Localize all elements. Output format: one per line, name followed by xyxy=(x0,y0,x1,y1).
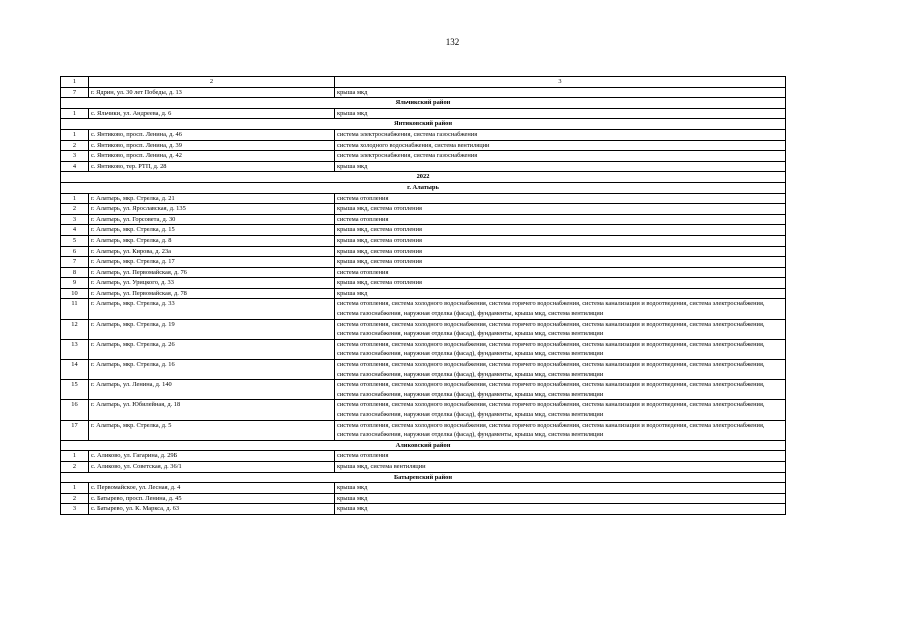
row-work-types: крыша мкд, система вентиляции xyxy=(335,461,786,472)
row-number: 16 xyxy=(61,400,89,420)
row-work-types: крыша мкд, система отопления xyxy=(335,204,786,215)
page-number: 132 xyxy=(445,37,460,47)
row-work-types: система отопления, система холодного водоснабжения, система горячего водоснабжения, система канализации и водоотведения, система электроснабжения, система газоснабжения, наружная отделка (фасад), фундаменты, крыша мкд, система вентиляции xyxy=(335,360,786,380)
table-row xyxy=(61,267,786,278)
row-address: г. Алатырь, ул. Первомайская, д. 76 xyxy=(89,267,335,278)
row-work-types: система отопления, система холодного водоснабжения, система горячего водоснабжения, система канализации и водоотведения, система электроснабжения, система газоснабжения, наружная отделка (фасад), фундаменты, крыша мкд, система вентиляции xyxy=(335,339,786,359)
table-row xyxy=(61,483,786,494)
row-address: г. Алатырь, ул. Горсовета, д. 30 xyxy=(89,214,335,225)
row-address: г. Алатырь, ул. Ярославская, д. 135 xyxy=(89,204,335,215)
row-number: 9 xyxy=(61,278,89,289)
row-address: с. Батырево, просп. Ленина, д. 45 xyxy=(89,493,335,504)
capital-repair-table xyxy=(60,76,786,515)
table-row xyxy=(61,278,786,289)
table-row xyxy=(61,129,786,140)
row-address: с. Яльчики, ул. Андреева, д. 6 xyxy=(89,108,335,119)
row-number: 7 xyxy=(61,87,89,98)
row-address: г. Алатырь, ул. Первомайская, д. 78 xyxy=(89,288,335,299)
row-work-types: крыша мкд xyxy=(335,108,786,119)
section-heading: Батыревский район xyxy=(61,472,786,483)
column-number-1: 1 xyxy=(61,77,89,88)
row-number: 6 xyxy=(61,246,89,257)
table-header-row xyxy=(61,77,786,88)
row-work-types: крыша мкд xyxy=(335,87,786,98)
row-address: г. Алатырь, ул. Ленина, д. 140 xyxy=(89,380,335,400)
table-row xyxy=(61,400,786,420)
row-work-types: система отопления xyxy=(335,214,786,225)
row-number: 8 xyxy=(61,267,89,278)
table-row xyxy=(61,193,786,204)
table-row xyxy=(61,225,786,236)
table-row xyxy=(61,108,786,119)
row-work-types: система отопления, система холодного водоснабжения, система горячего водоснабжения, система канализации и водоотведения, система электроснабжения, система газоснабжения, наружная отделка (фасад), фундаменты, крыша мкд, система вентиляции xyxy=(335,420,786,440)
row-work-types: система отопления xyxy=(335,451,786,462)
table-row xyxy=(61,339,786,359)
table-row xyxy=(61,319,786,339)
row-number: 1 xyxy=(61,483,89,494)
row-work-types: крыша мкд, система отопления xyxy=(335,235,786,246)
table-row xyxy=(61,493,786,504)
table-row xyxy=(61,235,786,246)
row-address: г. Алатырь, ул. Юбилейная, д. 18 xyxy=(89,400,335,420)
row-number: 14 xyxy=(61,360,89,380)
row-address: г. Алатырь, мкр. Стрелка, д. 16 xyxy=(89,360,335,380)
row-number: 2 xyxy=(61,461,89,472)
table-row xyxy=(61,288,786,299)
row-work-types: система электроснабжения, система газоснабжения xyxy=(335,151,786,162)
row-work-types: крыша мкд xyxy=(335,288,786,299)
row-number: 3 xyxy=(61,214,89,225)
table-row xyxy=(61,246,786,257)
row-address: с. Батырево, ул. К. Маркса, д. 63 xyxy=(89,504,335,515)
row-number: 4 xyxy=(61,161,89,172)
row-address: с. Янтиково, просп. Ленина, д. 39 xyxy=(89,140,335,151)
row-address: г. Алатырь, мкр. Стрелка, д. 8 xyxy=(89,235,335,246)
table-row xyxy=(61,140,786,151)
row-address: г. Алатырь, ул. Урицкого, д. 33 xyxy=(89,278,335,289)
row-address: г. Алатырь, мкр. Стрелка, д. 21 xyxy=(89,193,335,204)
row-address: с. Янтиково, тер. РТП, д. 28 xyxy=(89,161,335,172)
table-row xyxy=(61,151,786,162)
table-row xyxy=(61,380,786,400)
table-row xyxy=(61,299,786,319)
row-number: 2 xyxy=(61,493,89,504)
year-heading: 2022 xyxy=(61,172,786,183)
row-number: 7 xyxy=(61,257,89,268)
row-number: 1 xyxy=(61,193,89,204)
row-number: 3 xyxy=(61,504,89,515)
row-number: 2 xyxy=(61,140,89,151)
row-work-types: крыша мкд, система отопления xyxy=(335,278,786,289)
table-row xyxy=(61,214,786,225)
row-number: 17 xyxy=(61,420,89,440)
row-address: г. Алатырь, мкр. Стрелка, д. 17 xyxy=(89,257,335,268)
row-number: 1 xyxy=(61,108,89,119)
row-work-types: система отопления, система холодного водоснабжения, система горячего водоснабжения, система канализации и водоотведения, система электроснабжения, система газоснабжения, наружная отделка (фасад), фундаменты, крыша мкд, система вентиляции xyxy=(335,380,786,400)
table-row xyxy=(61,360,786,380)
row-work-types: крыша мкд xyxy=(335,493,786,504)
row-address: г. Алатырь, мкр. Стрелка, д. 19 xyxy=(89,319,335,339)
row-address: с. Аликово, ул. Советская, д. 36/1 xyxy=(89,461,335,472)
row-address: г. Алатырь, мкр. Стрелка, д. 15 xyxy=(89,225,335,236)
table-row xyxy=(61,451,786,462)
row-work-types: система отопления, система холодного водоснабжения, система горячего водоснабжения, система канализации и водоотведения, система электроснабжения, система газоснабжения, наружная отделка (фасад), фундаменты, крыша мкд, система вентиляции xyxy=(335,400,786,420)
section-heading: Янтиковский район xyxy=(61,119,786,130)
section-heading: Аликовский район xyxy=(61,440,786,451)
table-row xyxy=(61,504,786,515)
row-work-types: крыша мкд xyxy=(335,483,786,494)
row-address: с. Аликово, ул. Гагарина, д. 29Б xyxy=(89,451,335,462)
section-heading-row xyxy=(61,119,786,130)
section-heading-row xyxy=(61,182,786,193)
row-number: 5 xyxy=(61,235,89,246)
row-work-types: система отопления xyxy=(335,193,786,204)
section-heading-row xyxy=(61,98,786,109)
row-number: 15 xyxy=(61,380,89,400)
section-heading-row xyxy=(61,472,786,483)
row-work-types: система холодного водоснабжения, система вентиляции xyxy=(335,140,786,151)
row-number: 3 xyxy=(61,151,89,162)
row-work-types: крыша мкд, система отопления xyxy=(335,257,786,268)
row-work-types: крыша мкд, система отопления xyxy=(335,246,786,257)
row-address: с. Первомайское, ул. Лесная, д. 4 xyxy=(89,483,335,494)
row-work-types: крыша мкд xyxy=(335,161,786,172)
row-number: 1 xyxy=(61,129,89,140)
table-row xyxy=(61,257,786,268)
row-address: с. Янтиково, просп. Ленина, д. 46 xyxy=(89,129,335,140)
column-number-2: 2 xyxy=(89,77,335,88)
row-number: 1 xyxy=(61,451,89,462)
row-number: 4 xyxy=(61,225,89,236)
row-number: 10 xyxy=(61,288,89,299)
row-address: с. Янтиково, просп. Ленина, д. 42 xyxy=(89,151,335,162)
column-number-3: 3 xyxy=(335,77,786,88)
row-work-types: крыша мкд, система отопления xyxy=(335,225,786,236)
row-address: г. Алатырь, мкр. Стрелка, д. 5 xyxy=(89,420,335,440)
section-heading: Яльчикский район xyxy=(61,98,786,109)
table-row xyxy=(61,420,786,440)
row-number: 12 xyxy=(61,319,89,339)
table-body xyxy=(61,77,786,515)
year-heading-row xyxy=(61,172,786,183)
section-heading: г. Алатырь xyxy=(61,182,786,193)
table-row xyxy=(61,161,786,172)
row-work-types: крыша мкд xyxy=(335,504,786,515)
row-work-types: система электроснабжения, система газоснабжения xyxy=(335,129,786,140)
table-row xyxy=(61,461,786,472)
row-work-types: система отопления, система холодного водоснабжения, система горячего водоснабжения, система канализации и водоотведения, система электроснабжения, система газоснабжения, наружная отделка (фасад), фундаменты, крыша мкд, система вентиляции xyxy=(335,319,786,339)
section-heading-row xyxy=(61,440,786,451)
row-number: 2 xyxy=(61,204,89,215)
row-address: г. Ядрин, ул. 30 лет Победы, д. 13 xyxy=(89,87,335,98)
row-work-types: система отопления xyxy=(335,267,786,278)
row-address: г. Алатырь, мкр. Стрелка, д. 26 xyxy=(89,339,335,359)
row-number: 13 xyxy=(61,339,89,359)
row-number: 11 xyxy=(61,299,89,319)
table-row xyxy=(61,204,786,215)
table-row xyxy=(61,87,786,98)
row-address: г. Алатырь, ул. Кирова, д. 23а xyxy=(89,246,335,257)
row-address: г. Алатырь, мкр. Стрелка, д. 33 xyxy=(89,299,335,319)
row-work-types: система отопления, система холодного водоснабжения, система горячего водоснабжения, система канализации и водоотведения, система электроснабжения, система газоснабжения, наружная отделка (фасад), фундаменты, крыша мкд, система вентиляции xyxy=(335,299,786,319)
